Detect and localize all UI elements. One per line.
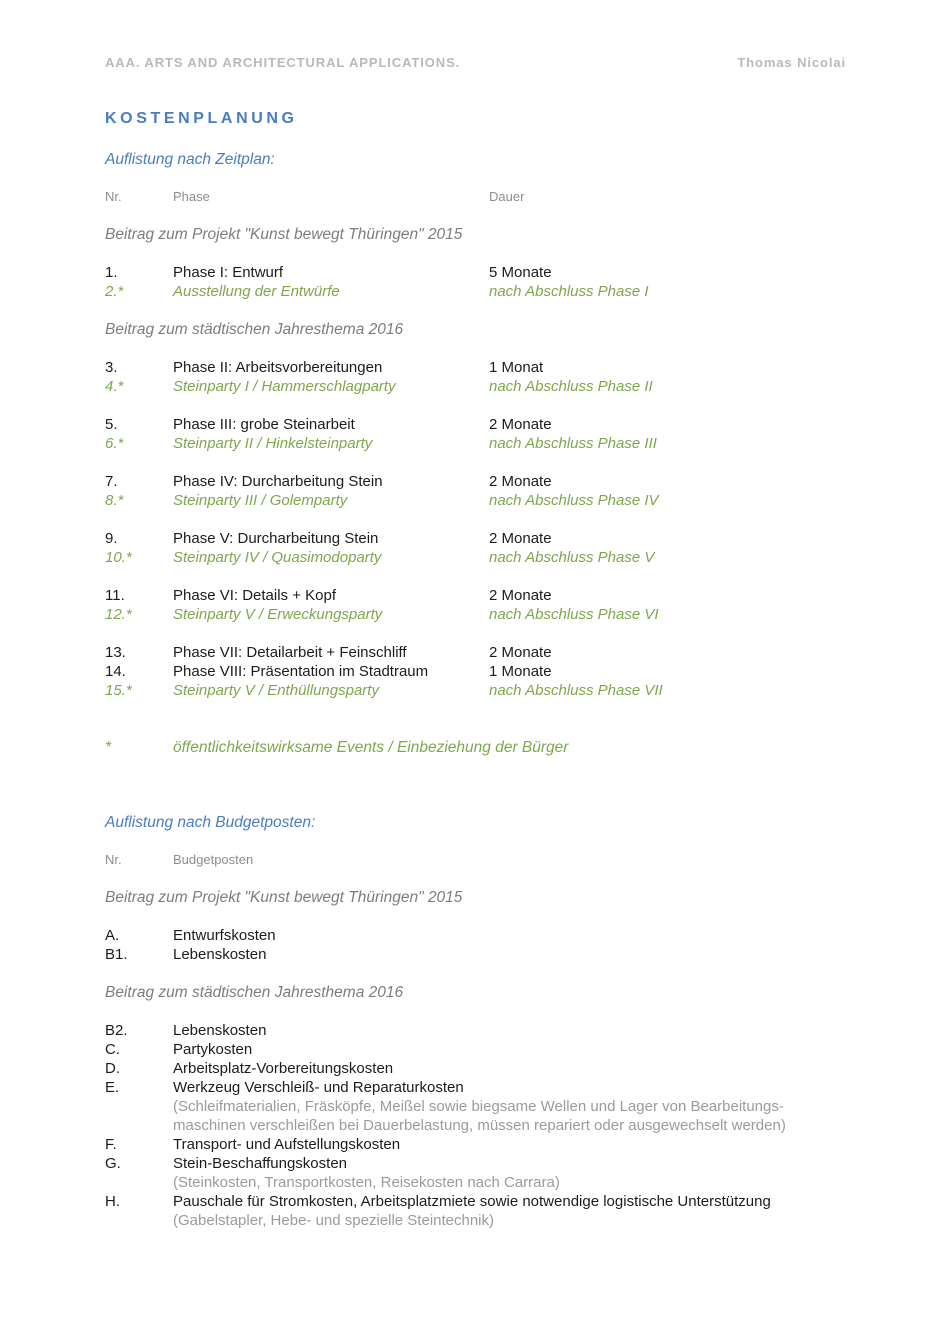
row-dauer: 2 Monate bbox=[489, 473, 552, 490]
row-phase: Steinparty II / Hinkelsteinparty bbox=[173, 435, 373, 452]
row-nr: 12.* bbox=[105, 606, 132, 623]
schedule-row bbox=[105, 548, 846, 567]
schedule-row bbox=[105, 358, 846, 377]
schedule-row bbox=[105, 263, 846, 282]
row-nr: 7. bbox=[105, 473, 118, 490]
row-phase: Steinparty IV / Quasimodoparty bbox=[173, 549, 382, 566]
schedule-row bbox=[105, 586, 846, 605]
column-header-phase: Phase bbox=[173, 189, 210, 204]
budget-row bbox=[105, 1021, 846, 1040]
row-dauer: nach Abschluss Phase II bbox=[489, 378, 653, 395]
row-dauer: 1 Monat bbox=[489, 359, 544, 376]
row-nr: 6.* bbox=[105, 435, 124, 452]
schedule-column-headers bbox=[105, 187, 846, 206]
note-text: (Steinkosten, Transportkosten, Reisekosten nach Carrara) bbox=[173, 1174, 560, 1191]
row-dauer: nach Abschluss Phase IV bbox=[489, 492, 659, 509]
budget-row bbox=[105, 926, 846, 945]
footnote-text: öffentlichkeitswirksame Events / Einbeziehung der Bürger bbox=[173, 739, 569, 756]
budget-row bbox=[105, 1192, 846, 1211]
schedule-row-block bbox=[105, 643, 846, 700]
row-phase: Phase I: Entwurf bbox=[173, 264, 284, 281]
schedule-row bbox=[105, 434, 846, 453]
schedule-row-block bbox=[105, 415, 846, 453]
row-dauer: 2 Monate bbox=[489, 416, 552, 433]
row-dauer: nach Abschluss Phase VI bbox=[489, 606, 659, 623]
budget-row bbox=[105, 1059, 846, 1078]
row-phase: Phase VI: Details + Kopf bbox=[173, 587, 337, 604]
budget-section-title: Auflistung nach Budgetposten: bbox=[105, 814, 316, 831]
schedule-section-title: Auflistung nach Zeitplan: bbox=[105, 151, 275, 168]
schedule-row-block bbox=[105, 529, 846, 567]
row-dauer: 2 Monate bbox=[489, 530, 552, 547]
row-nr: 10.* bbox=[105, 549, 132, 566]
budget-row bbox=[105, 1154, 846, 1173]
row-nr: 14. bbox=[105, 663, 126, 680]
schedule-row bbox=[105, 529, 846, 548]
row-phase: Phase VIII: Präsentation im Stadtraum bbox=[173, 663, 429, 680]
row-phase: Steinparty V / Enthüllungsparty bbox=[173, 682, 379, 699]
row-nr: 1. bbox=[105, 264, 118, 281]
note-indent bbox=[105, 1116, 173, 1135]
schedule-group-heading: Beitrag zum städtischen Jahresthema 2016 bbox=[105, 321, 404, 338]
schedule-row-block bbox=[105, 358, 846, 396]
row-nr: 11. bbox=[105, 587, 125, 604]
budget-column-headers bbox=[105, 850, 846, 869]
row-dauer: 5 Monate bbox=[489, 264, 552, 281]
row-label: Stein-Beschaffungskosten bbox=[173, 1155, 348, 1172]
schedule-row bbox=[105, 605, 846, 624]
page-title: KOSTENPLANUNG bbox=[105, 110, 298, 127]
row-phase: Phase II: Arbeitsvorbereitungen bbox=[173, 359, 383, 376]
row-label: Partykosten bbox=[173, 1041, 253, 1058]
row-phase: Phase VII: Detailarbeit + Feinschliff bbox=[173, 644, 407, 661]
budget-note-line bbox=[105, 1211, 846, 1230]
row-phase: Steinparty V / Erweckungsparty bbox=[173, 606, 383, 623]
row-dauer: nach Abschluss Phase I bbox=[489, 283, 649, 300]
row-label: Transport- und Aufstellungskosten bbox=[173, 1136, 401, 1153]
row-label: Lebenskosten bbox=[173, 946, 267, 963]
note-indent bbox=[105, 1097, 173, 1116]
row-nr: G. bbox=[105, 1155, 121, 1172]
budget-group-heading: Beitrag zum Projekt "Kunst bewegt Thüringen" 2015 bbox=[105, 889, 463, 906]
note-text: (Gabelstapler, Hebe- und spezielle Steintechnik) bbox=[173, 1212, 495, 1229]
note-text: (Schleifmaterialien, Fräsköpfe, Meißel sowie biegsame Wellen und Lager von Bearbeitungs- bbox=[173, 1098, 784, 1115]
column-header-dauer: Dauer bbox=[489, 189, 525, 204]
note-text: maschinen verschleißen bei Dauerbelastung, müssen repariert oder ausgewechselt werden) bbox=[173, 1117, 786, 1134]
budget-note-line bbox=[105, 1116, 846, 1135]
note-indent bbox=[105, 1173, 173, 1192]
row-dauer: 1 Monate bbox=[489, 663, 552, 680]
budget-row bbox=[105, 1078, 846, 1097]
column-header-budgetposten: Budgetposten bbox=[173, 852, 254, 867]
row-dauer: nach Abschluss Phase V bbox=[489, 549, 655, 566]
budget-note-line bbox=[105, 1173, 846, 1192]
row-phase: Phase V: Durcharbeitung Stein bbox=[173, 530, 379, 547]
row-label: Entwurfskosten bbox=[173, 927, 276, 944]
row-nr: 13. bbox=[105, 644, 126, 661]
author-name: Thomas Nicolai bbox=[737, 55, 846, 70]
budget-group-heading: Beitrag zum städtischen Jahresthema 2016 bbox=[105, 984, 404, 1001]
row-label: Werkzeug Verschleiß- und Reparaturkosten bbox=[173, 1079, 464, 1096]
column-header-nr: Nr. bbox=[105, 852, 122, 867]
schedule-row-block bbox=[105, 586, 846, 624]
schedule-row bbox=[105, 643, 846, 662]
row-nr: A. bbox=[105, 927, 120, 944]
footnote-symbol: * bbox=[105, 739, 112, 756]
row-phase: Phase III: grobe Steinarbeit bbox=[173, 416, 355, 433]
row-phase: Steinparty I / Hammerschlagparty bbox=[173, 378, 396, 395]
row-nr: 4.* bbox=[105, 378, 124, 395]
schedule-row-block bbox=[105, 263, 846, 301]
note-indent bbox=[105, 1211, 173, 1230]
row-nr: C. bbox=[105, 1041, 120, 1058]
row-dauer: 2 Monate bbox=[489, 587, 552, 604]
row-phase: Phase IV: Durcharbeitung Stein bbox=[173, 473, 383, 490]
budget-note-line bbox=[105, 1097, 846, 1116]
row-nr: H. bbox=[105, 1193, 120, 1210]
schedule-row bbox=[105, 491, 846, 510]
row-nr: 5. bbox=[105, 416, 118, 433]
budget-row bbox=[105, 945, 846, 964]
schedule-body bbox=[105, 225, 846, 700]
budget-row bbox=[105, 1135, 846, 1154]
row-nr: E. bbox=[105, 1079, 120, 1096]
row-nr: B1. bbox=[105, 946, 128, 963]
row-nr: D. bbox=[105, 1060, 120, 1077]
schedule-row bbox=[105, 472, 846, 491]
row-nr: 9. bbox=[105, 530, 118, 547]
schedule-row-block bbox=[105, 472, 846, 510]
budget-row-block bbox=[105, 926, 846, 964]
row-nr: 15.* bbox=[105, 682, 132, 699]
budget-row bbox=[105, 1040, 846, 1059]
row-nr: 3. bbox=[105, 359, 118, 376]
schedule-footnote bbox=[105, 738, 846, 757]
row-dauer: 2 Monate bbox=[489, 644, 552, 661]
schedule-row bbox=[105, 415, 846, 434]
budget-row-block bbox=[105, 1021, 846, 1230]
row-phase: Steinparty III / Golemparty bbox=[173, 492, 348, 509]
schedule-row bbox=[105, 282, 846, 301]
budget-body bbox=[105, 888, 846, 1230]
row-dauer: nach Abschluss Phase III bbox=[489, 435, 657, 452]
row-label: Arbeitsplatz-Vorbereitungskosten bbox=[173, 1060, 394, 1077]
row-nr: 2.* bbox=[105, 283, 124, 300]
row-label: Pauschale für Stromkosten, Arbeitsplatzmiete sowie notwendige logistische Unterstützung bbox=[173, 1193, 771, 1210]
schedule-row bbox=[105, 377, 846, 396]
page-header bbox=[105, 54, 846, 71]
row-nr: F. bbox=[105, 1136, 117, 1153]
schedule-row bbox=[105, 681, 846, 700]
column-header-nr: Nr. bbox=[105, 189, 122, 204]
row-phase: Ausstellung der Entwürfe bbox=[173, 283, 340, 300]
company-name: AAA. ARTS AND ARCHITECTURAL APPLICATIONS. bbox=[105, 55, 461, 70]
row-label: Lebenskosten bbox=[173, 1022, 267, 1039]
schedule-group-heading: Beitrag zum Projekt "Kunst bewegt Thüringen" 2015 bbox=[105, 226, 463, 243]
row-nr: 8.* bbox=[105, 492, 124, 509]
schedule-row bbox=[105, 662, 846, 681]
row-dauer: nach Abschluss Phase VII bbox=[489, 682, 663, 699]
row-nr: B2. bbox=[105, 1022, 128, 1039]
